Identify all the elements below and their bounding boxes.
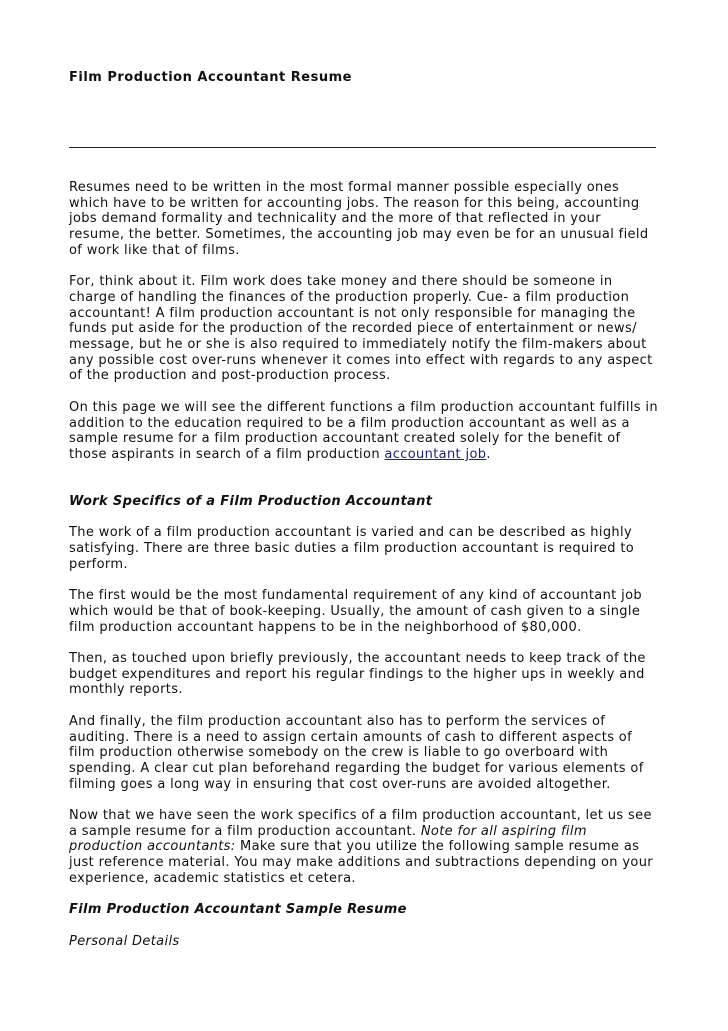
- accountant-job-link[interactable]: accountant job: [384, 446, 487, 462]
- aspiring-accountants-note: Note for all aspiring film production accountants:: [69, 823, 587, 855]
- intro-paragraph-1: Resumes need to be written in the most formal manner possible especially ones which have to be written for accounting jobs. The reason for this being, accounting jobs demand formality and technicality and the more of that reflected in your resume, the better. Sometimes, the accounting job may even be for an unusual field of work like that of films.: [69, 180, 649, 258]
- sample-resume-heading: Film Production Accountant Sample Resume: [69, 902, 407, 918]
- personal-details-subheading: Personal Details: [69, 933, 180, 949]
- intro-paragraph-3: [69, 400, 659, 463]
- horizontal-divider: [69, 147, 656, 148]
- work-specifics-paragraph-4: And finally, the film production accountant also has to perform the services of auditing. There is a need to assign certain amounts of cash to different aspects of film production otherwise somebody on the crew is liable to go overboard with spending. A clear cut plan beforehand regarding the budget for various elements of filming goes a long way in ensuring that cost over-runs are avoided altogether.: [69, 713, 644, 792]
- work-specifics-paragraph-5-text: Now that we have seen the work specifics of a film production accountant, let us see a sample resume for a film production accountant.: [69, 808, 652, 839]
- intro-paragraph-3-end: .: [486, 446, 491, 462]
- work-specifics-heading: Work Specifics of a Film Production Accountant: [69, 494, 433, 510]
- document-body: [69, 180, 659, 965]
- work-specifics-paragraph-5: [69, 808, 659, 887]
- work-specifics-paragraph-3: Then, as touched upon briefly previously, the accountant needs to keep track of the budget expenditures and report his regular findings to the higher ups in weekly and monthly reports.: [69, 651, 646, 698]
- intro-paragraph-3-text: On this page we will see the different functions a film production accountant fulfills in addition to the education required to be a film production accountant as well as a sample resume for a film production accountant created solely for the benefit of those aspirants in search of a film production: [69, 399, 658, 462]
- work-specifics-paragraph-1: The work of a film production accountant is varied and can be described as highly satisfying. There are three basic duties a film production accountant is required to perform.: [69, 525, 635, 572]
- work-specifics-paragraph-2: The first would be the most fundamental requirement of any kind of accountant job which would be that of book-keeping. Usually, the amount of cash given to a single film production accountant happens to be in the neighborhood of $80,000.: [69, 588, 642, 635]
- work-specifics-paragraph-5-end: Make sure that you utilize the following sample resume as just reference material. You may make additions and subtractions depending on your experience, academic statistics et cetera.: [69, 839, 653, 886]
- document-title: Film Production Accountant Resume: [69, 70, 352, 85]
- intro-paragraph-2: For, think about it. Film work does take money and there should be someone in charge of handling the finances of the production properly. Cue- a film production accountant! A film production accountant is not only responsible for managing the funds put aside for the production of the recorded piece of entertainment or news/ message, but he or she is also required to immediately notify the film-makers about any possible cost over-runs whenever it comes into effect with regards to any aspect of the production and post-production process.: [69, 274, 653, 384]
